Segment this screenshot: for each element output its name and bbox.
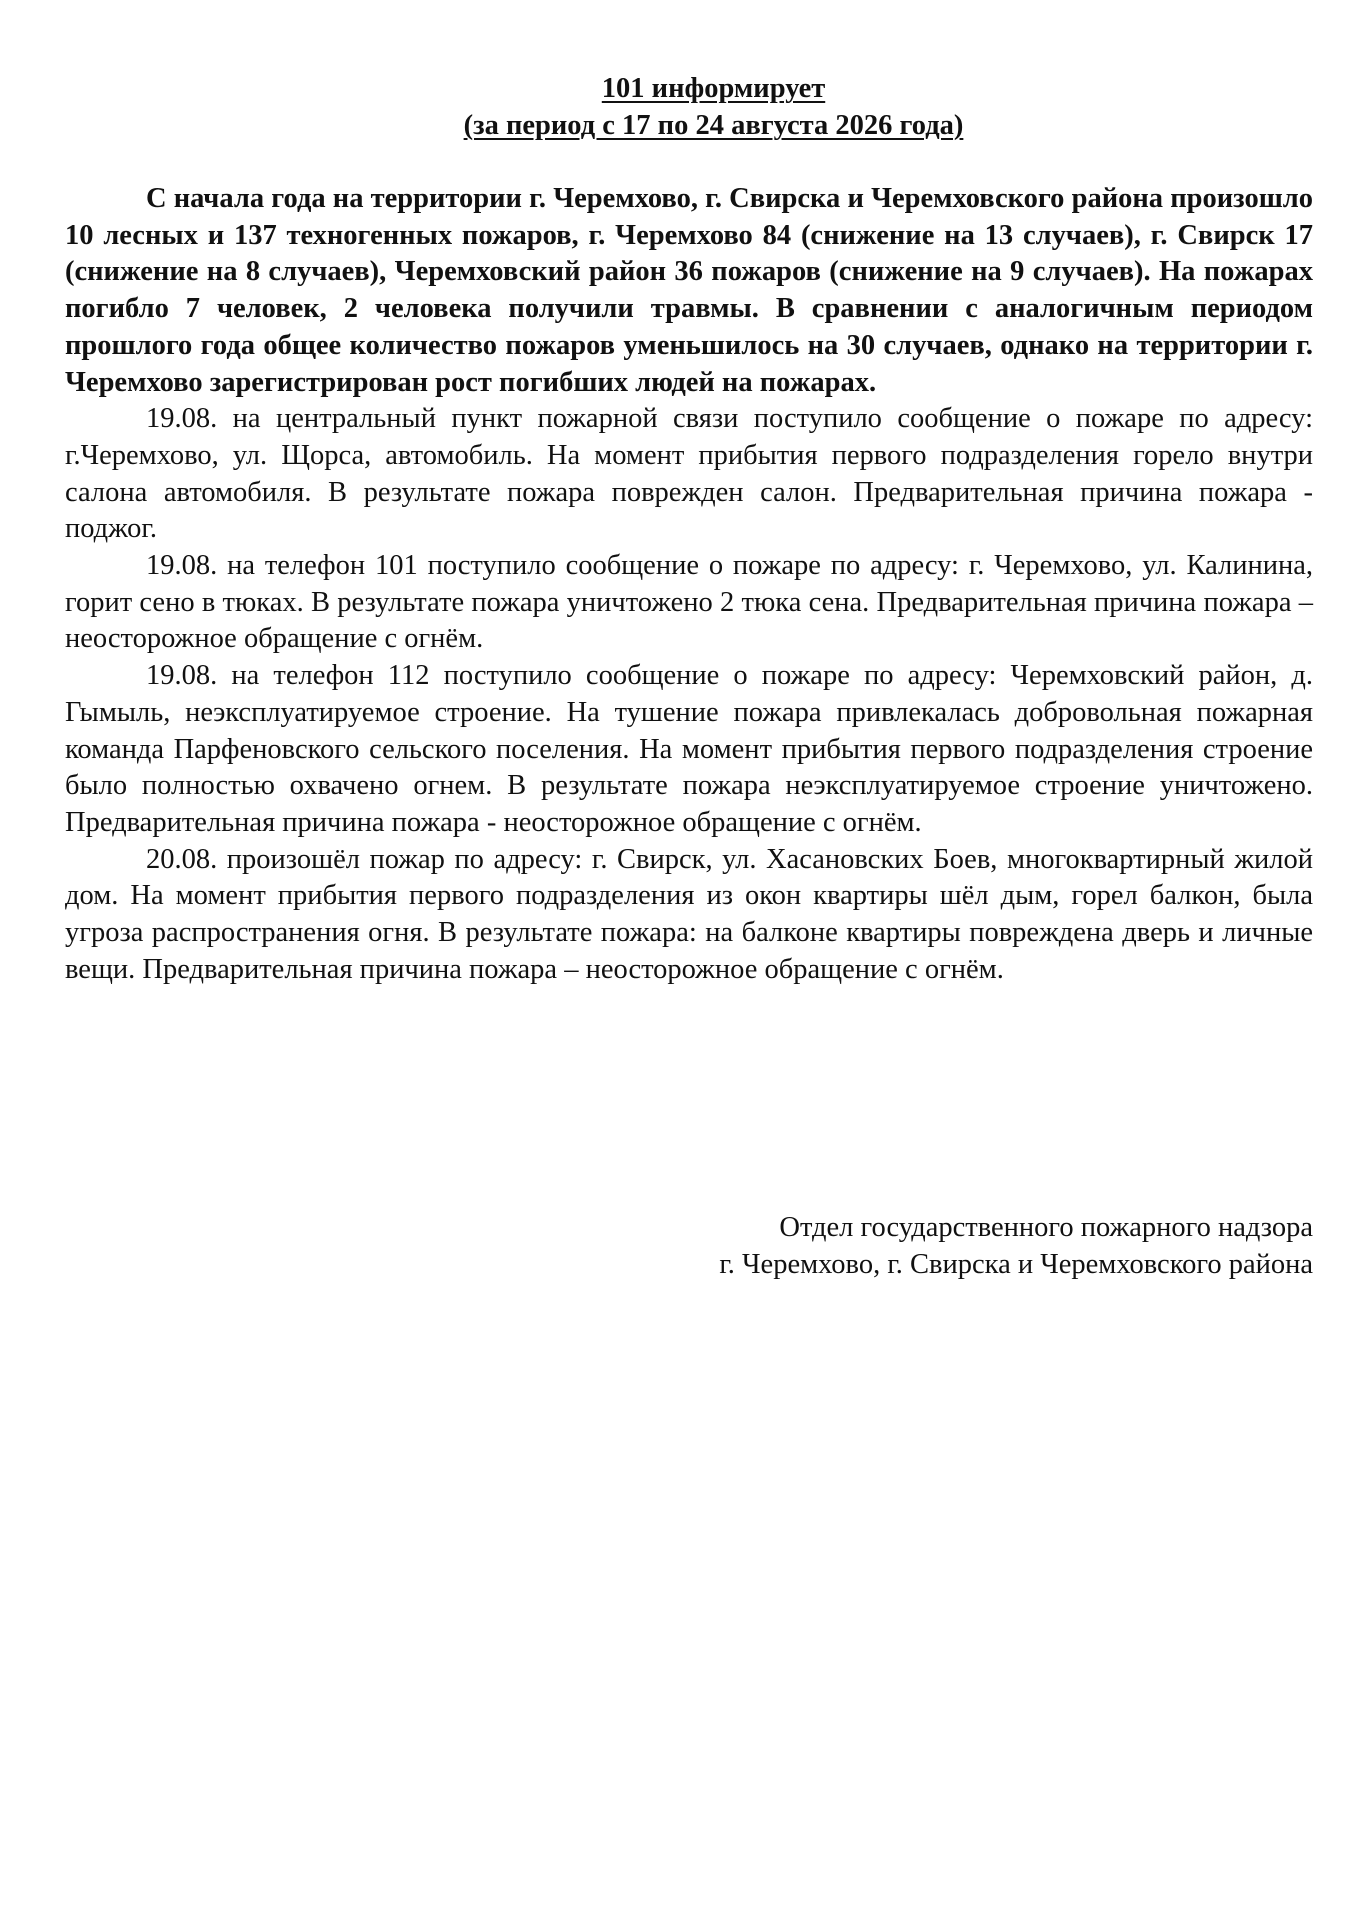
document-period: (за период с 17 по 24 августа 2026 года) <box>463 110 964 141</box>
lead-paragraph: С начала года на территории г. Черемхово, г. Свирска и Черемховского района произошло 10 лесных и 137 техногенных пожаров, г. Черемхово 84 (снижение на 13 случаев), г. Свирск 17 (снижение на 8 случаев), Черемховский район 36 пожаров (снижение на 9 случаев). На пожарах погибло 7 человек, 2 человека получили травмы. В сравнении с аналогичным периодом прошлого года общее количество пожаров уменьшилось на 30 случаев, однако на территории г. Черемхово зарегистрирован рост погибших людей на пожарах. <box>65 183 1313 398</box>
signature-block <box>719 1209 1313 1283</box>
document-title: 101 информирует <box>601 73 826 104</box>
document-heading <box>0 70 1357 144</box>
signature-department: Отдел государственного пожарного надзора <box>779 1212 1313 1243</box>
incident-paragraph: 19.08. на телефон 101 поступило сообщение о пожаре по адресу: г. Черемхово, ул. Калинина, горит сено в тюках. В результате пожара уничтожено 2 тюка сена. Предварительная причина пожара – неосторожное обращение с огнём. <box>65 550 1313 655</box>
document-body <box>65 181 1313 988</box>
incident-paragraph: 19.08. на телефон 112 поступило сообщение о пожаре по адресу: Черемховский район, д. Гымыль, неэксплуатируемое строение. На тушение пожара привлекалась добровольная пожарная команда Парфеновского сельского поселения. На момент прибытия первого подразделения строение было полностью охвачено огнем. В результате пожара неэксплуатируемое строение уничтожено. Предварительная причина пожара - неосторожное обращение с огнём. <box>65 660 1313 838</box>
incident-paragraph: 20.08. произошёл пожар по адресу: г. Свирск, ул. Хасановских Боев, многоквартирный жилой дом. На момент прибытия первого подразделения из окон квартиры шёл дым, горел балкон, была угроза распространения огня. В результате пожара: на балконе квартиры повреждена дверь и личные вещи. Предварительная причина пожара – неосторожное обращение с огнём. <box>65 843 1313 985</box>
incident-paragraph: 19.08. на центральный пункт пожарной связи поступило сообщение о пожаре по адресу: г.Черемхово, ул. Щорса, автомобиль. На момент прибытия первого подразделения горело внутри салона автомобиля. В результате пожара поврежден салон. Предварительная причина пожара - поджог. <box>65 403 1313 545</box>
signature-territory: г. Черемхово, г. Свирска и Черемховского района <box>719 1249 1313 1280</box>
